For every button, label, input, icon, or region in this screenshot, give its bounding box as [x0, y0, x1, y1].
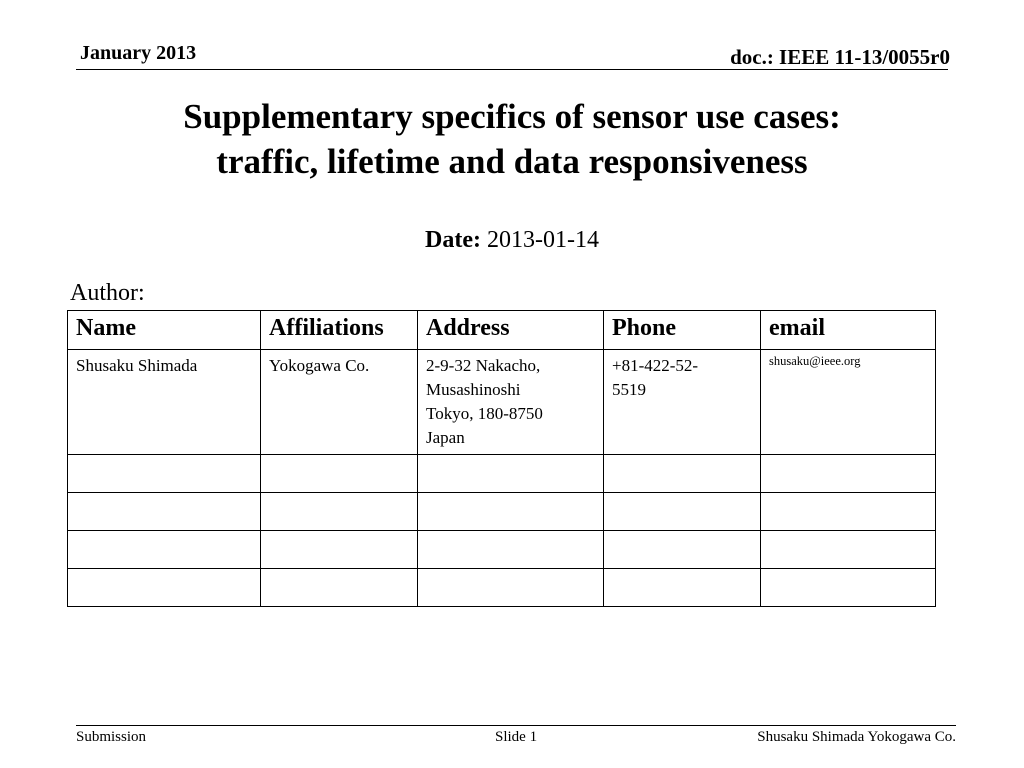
author-label: Author: [70, 280, 145, 306]
date-value: 2013-01-14 [486, 227, 599, 253]
cell-address [418, 350, 604, 455]
empty-cell [418, 493, 604, 531]
empty-cell [68, 531, 261, 569]
empty-cell [761, 493, 936, 531]
empty-cell [604, 455, 761, 493]
col-header-email: email [761, 311, 936, 350]
title-line-2: traffic, lifetime and data responsiveness [216, 142, 808, 181]
table-row-empty [68, 493, 936, 531]
date-line [0, 227, 1024, 254]
footer-author: Shusaku Shimada Yokogawa Co. [757, 729, 956, 745]
empty-cell [261, 569, 418, 607]
col-header-phone: Phone [604, 311, 761, 350]
slide-title [60, 94, 964, 184]
empty-cell [418, 569, 604, 607]
empty-cell [761, 569, 936, 607]
header-divider [76, 69, 948, 70]
author-table [67, 310, 936, 607]
table-row-empty [68, 455, 936, 493]
empty-cell [418, 455, 604, 493]
table-row [68, 350, 936, 455]
cell-name: Shusaku Shimada [68, 350, 261, 455]
address-line: Tokyo, 180-8750 [426, 404, 543, 423]
table-row-empty [68, 569, 936, 607]
empty-cell [68, 569, 261, 607]
empty-cell [604, 569, 761, 607]
cell-affiliation: Yokogawa Co. [261, 350, 418, 455]
header-date: January 2013 [80, 42, 197, 64]
cell-phone [604, 350, 761, 455]
empty-cell [261, 531, 418, 569]
table-header-row [68, 311, 936, 350]
header-doc-id: doc.: IEEE 11-13/0055r0 [730, 45, 950, 69]
empty-cell [604, 531, 761, 569]
empty-cell [761, 531, 936, 569]
date-label: Date: [425, 227, 481, 253]
footer-submission: Submission [76, 729, 147, 745]
footer-divider [76, 725, 956, 726]
col-header-affiliations: Affiliations [261, 311, 418, 350]
empty-cell [418, 531, 604, 569]
cell-email: shusaku@ieee.org [761, 350, 936, 455]
col-header-address: Address [418, 311, 604, 350]
empty-cell [261, 493, 418, 531]
empty-cell [761, 455, 936, 493]
table-row-empty [68, 531, 936, 569]
empty-cell [68, 493, 261, 531]
title-line-1: Supplementary specifics of sensor use cases: [183, 97, 841, 136]
address-line: Musashinoshi [426, 380, 521, 399]
phone-line: +81-422-52- [612, 356, 699, 375]
col-header-name: Name [68, 311, 261, 350]
address-line: Japan [426, 428, 465, 447]
footer-slide-number: Slide 1 [495, 729, 538, 745]
empty-cell [261, 455, 418, 493]
address-line: 2-9-32 Nakacho, [426, 356, 541, 375]
empty-cell [604, 493, 761, 531]
empty-cell [68, 455, 261, 493]
phone-line: 5519 [612, 380, 646, 399]
